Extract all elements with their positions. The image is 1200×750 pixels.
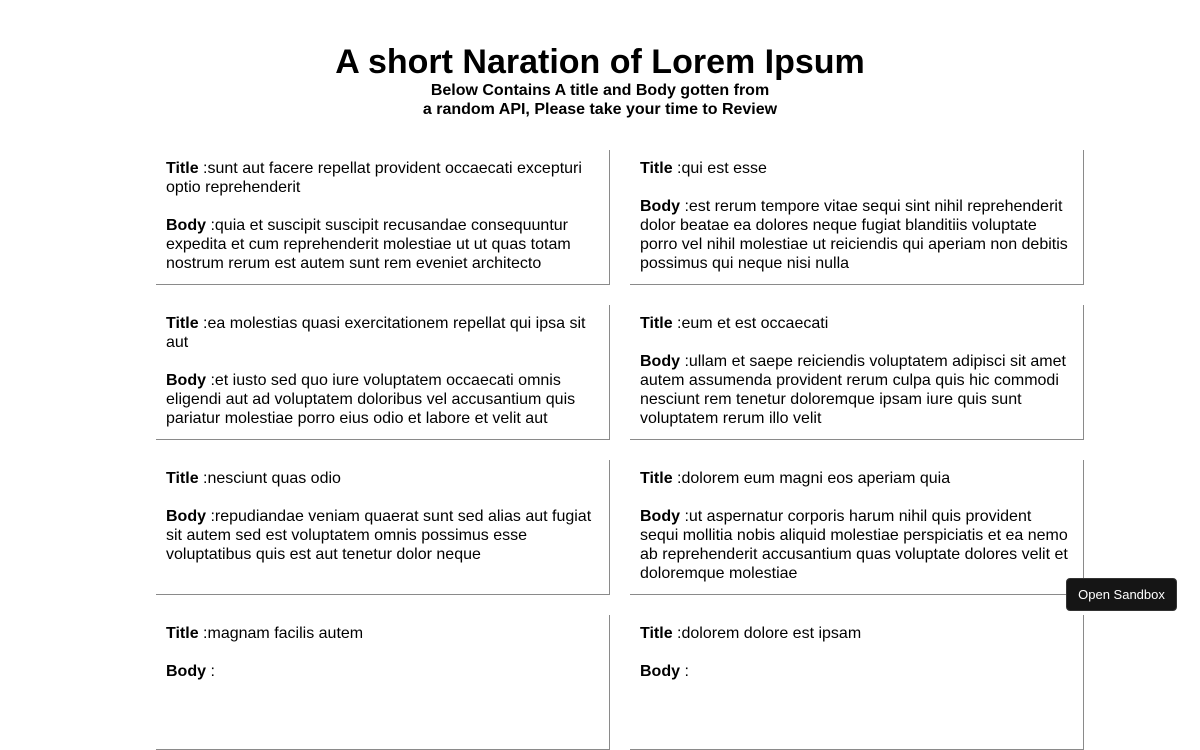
post-card <box>156 460 610 595</box>
title-label: Title <box>640 160 673 177</box>
body-separator: : <box>206 663 215 680</box>
post-card <box>630 305 1084 440</box>
post-body-text: est rerum tempore vitae sequi sint nihil reprehenderit dolor beatae ea dolores neque fugiat blanditiis voluptate porro vel nihil molestiae ut reiciendis qui aperiam non debitis possimus qui neque nisi nulla <box>640 198 1068 272</box>
body-separator: : <box>206 217 215 234</box>
post-title-text: qui est esse <box>681 160 767 177</box>
post-body <box>166 371 599 428</box>
post-title <box>166 469 599 488</box>
title-separator: : <box>198 315 208 332</box>
page-title: A short Naration of Lorem Ipsum <box>335 42 865 81</box>
post-title-text: magnam facilis autem <box>207 625 364 642</box>
post-title <box>640 159 1073 178</box>
post-body <box>640 507 1073 583</box>
post-title-text: sunt aut facere repellat provident occaecati excepturi optio reprehenderit <box>166 160 582 196</box>
title-separator: : <box>672 625 682 642</box>
post-body-text: repudiandae veniam quaerat sunt sed alias aut fugiat sit autem sed est voluptatem omnis possimus esse voluptatibus quis est aut tenetur dolor neque <box>166 508 592 563</box>
post-body <box>166 216 599 273</box>
body-separator: : <box>680 198 689 215</box>
title-label: Title <box>166 315 199 332</box>
post-body <box>640 197 1073 273</box>
post-body-text: ut aspernatur corporis harum nihil quis provident sequi mollitia nobis aliquid molestiae perspiciatis et ea nemo ab reprehenderit accusantium quas voluptate dolores velit et doloremque molestiae <box>640 508 1068 582</box>
post-body <box>166 662 599 681</box>
body-label: Body <box>166 217 206 234</box>
post-title <box>640 469 1073 488</box>
post-body-text: ullam et saepe reiciendis voluptatem adipisci sit amet autem assumenda provident rerum culpa quis hic commodi nesciunt rem tenetur doloremque ipsam iure quis sunt voluptatem rerum illo velit <box>640 353 1066 427</box>
body-label: Body <box>166 508 206 525</box>
body-separator: : <box>206 508 215 525</box>
post-body <box>166 507 599 564</box>
subtitle-line-1: Below Contains A title and Body gotten from <box>430 82 770 99</box>
post-title <box>640 624 1073 643</box>
title-separator: : <box>672 315 682 332</box>
post-title-text: ea molestias quasi exercitationem repellat qui ipsa sit aut <box>166 315 586 351</box>
post-title <box>166 159 599 197</box>
post-title-text: dolorem dolore est ipsam <box>681 625 862 642</box>
post-body-text: quia et suscipit suscipit recusandae consequuntur expedita et cum reprehenderit molestiae ut ut quas totam nostrum rerum est autem sunt rem eveniet architecto <box>166 217 571 272</box>
body-separator: : <box>206 372 215 389</box>
post-title-text: dolorem eum magni eos aperiam quia <box>681 470 951 487</box>
post-card <box>156 305 610 440</box>
title-separator: : <box>672 160 682 177</box>
title-label: Title <box>166 470 199 487</box>
posts-grid <box>156 150 1084 750</box>
body-label: Body <box>166 663 206 680</box>
post-title <box>640 314 1073 333</box>
body-label: Body <box>640 663 680 680</box>
body-label: Body <box>640 198 680 215</box>
post-body-text: et iusto sed quo iure voluptatem occaecati omnis eligendi aut ad voluptatem doloribus vel accusantium quis pariatur molestiae porro eius odio et labore et velit aut <box>166 372 576 427</box>
post-title-text: eum et est occaecati <box>681 315 829 332</box>
body-label: Body <box>166 372 206 389</box>
title-label: Title <box>166 625 199 642</box>
post-body <box>640 662 1073 681</box>
title-separator: : <box>198 470 208 487</box>
subtitle-line-2: a random API, Please take your time to Review <box>422 101 778 118</box>
body-label: Body <box>640 508 680 525</box>
post-card <box>630 615 1084 750</box>
title-separator: : <box>198 625 208 642</box>
post-card <box>156 615 610 750</box>
open-sandbox-button[interactable]: Open Sandbox <box>1066 578 1177 611</box>
body-separator: : <box>680 353 689 370</box>
post-title <box>166 314 599 352</box>
post-card <box>630 460 1084 595</box>
post-card <box>156 150 610 285</box>
body-separator: : <box>680 508 689 525</box>
title-label: Title <box>166 160 199 177</box>
post-card <box>630 150 1084 285</box>
body-separator: : <box>680 663 689 680</box>
post-title <box>166 624 599 643</box>
post-title-text: nesciunt quas odio <box>207 470 341 487</box>
post-body <box>640 352 1073 428</box>
title-label: Title <box>640 315 673 332</box>
title-separator: : <box>198 160 208 177</box>
title-separator: : <box>672 470 682 487</box>
body-label: Body <box>640 353 680 370</box>
page-subtitle <box>0 81 1200 119</box>
title-label: Title <box>640 625 673 642</box>
title-label: Title <box>640 470 673 487</box>
